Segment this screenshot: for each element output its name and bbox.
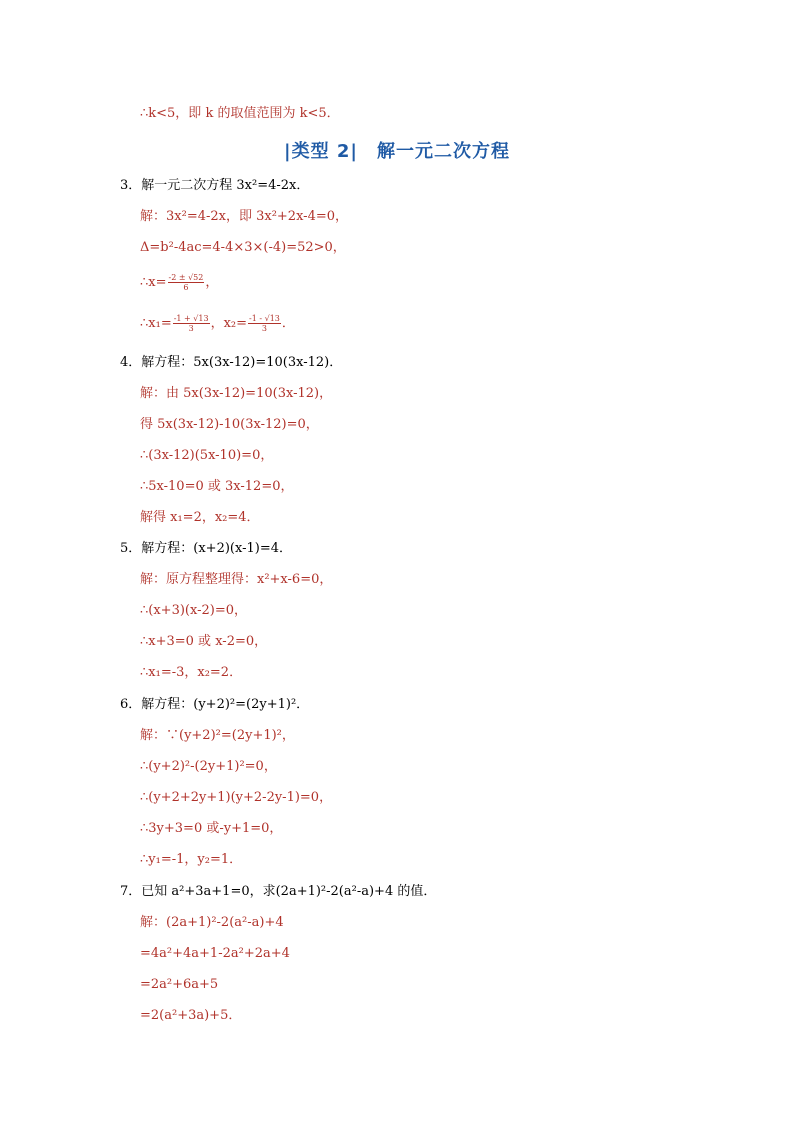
root1-fraction bbox=[173, 314, 210, 333]
answer-line: 解：3x²=4-2x，即 3x²+2x-4=0， bbox=[140, 209, 349, 224]
answer-line: ∴(x+3)(x-2)=0， bbox=[140, 603, 247, 618]
answer-line: 解：∵(y+2)²=(2y+1)²， bbox=[140, 728, 295, 743]
solution-fraction-line bbox=[140, 273, 218, 292]
answer-line: ∴5x-10=0 或 3x-12=0， bbox=[140, 479, 294, 494]
roots-line bbox=[140, 314, 295, 333]
question-line: 6．解方程：(y+2)²=(2y+1)²． bbox=[120, 697, 310, 712]
question-line: 5．解方程：(x+2)(x-1)=4． bbox=[120, 541, 292, 556]
answer-line: ∴k<5，即 k 的取值范围为 k<5． bbox=[140, 106, 340, 121]
fraction-numerator: -2 ± √52 bbox=[168, 273, 204, 282]
lhs-text: ∴x= bbox=[140, 275, 167, 290]
answer-line: ∴(y+2+2y+1)(y+2-2y-1)=0， bbox=[140, 790, 333, 805]
root2-lhs: ，x₂= bbox=[210, 316, 248, 331]
answer-line: ∴x₁=-3，x₂=2． bbox=[140, 665, 243, 680]
answer-line: ∴(3x-12)(5x-10)=0， bbox=[140, 448, 274, 463]
question-line: 4．解方程：5x(3x-12)=10(3x-12)． bbox=[120, 355, 343, 370]
fraction bbox=[168, 273, 205, 292]
answer-line: 解得 x₁=2，x₂=4． bbox=[140, 510, 260, 525]
answer-line: =2(a²+3a)+5． bbox=[140, 1008, 242, 1023]
answer-line: Δ=b²-4ac=4-4×3×(-4)=52>0， bbox=[140, 240, 346, 255]
root2-fraction bbox=[248, 314, 281, 333]
fraction-denominator: 6 bbox=[183, 283, 189, 292]
root2-numerator: -1 - √13 bbox=[249, 314, 280, 323]
question-line: 3．解一元二次方程 3x²=4-2x． bbox=[120, 178, 310, 193]
answer-line: 得 5x(3x-12)-10(3x-12)=0， bbox=[140, 417, 319, 432]
root1-denominator: 3 bbox=[188, 324, 194, 333]
answer-line: 解：原方程整理得：x²+x-6=0， bbox=[140, 572, 333, 587]
answer-line: =4a²+4a+1-2a²+2a+4 bbox=[140, 946, 290, 961]
root1-numerator: -1 + √13 bbox=[173, 314, 209, 323]
answer-line: ∴x+3=0 或 x-2=0， bbox=[140, 634, 268, 649]
root1-lhs: ∴x₁= bbox=[140, 316, 172, 331]
answer-line: 解：(2a+1)²-2(a²-a)+4 bbox=[140, 915, 284, 930]
answer-line: ∴(y+2)²-(2y+1)²=0， bbox=[140, 759, 277, 774]
answer-line: ∴y₁=-1，y₂=1． bbox=[140, 852, 243, 867]
answer-line: 解：由 5x(3x-12)=10(3x-12)， bbox=[140, 386, 333, 401]
roots-tail: ． bbox=[281, 316, 295, 331]
section-title: |类型 2| 解一元二次方程 bbox=[284, 141, 510, 162]
root2-denominator: 3 bbox=[261, 324, 267, 333]
tail-text: ， bbox=[205, 275, 219, 290]
answer-line: =2a²+6a+5 bbox=[140, 977, 219, 992]
question-line: 7．已知 a²+3a+1=0，求(2a+1)²-2(a²-a)+4 的值． bbox=[120, 884, 437, 899]
answer-line: ∴3y+3=0 或-y+1=0， bbox=[140, 821, 283, 836]
